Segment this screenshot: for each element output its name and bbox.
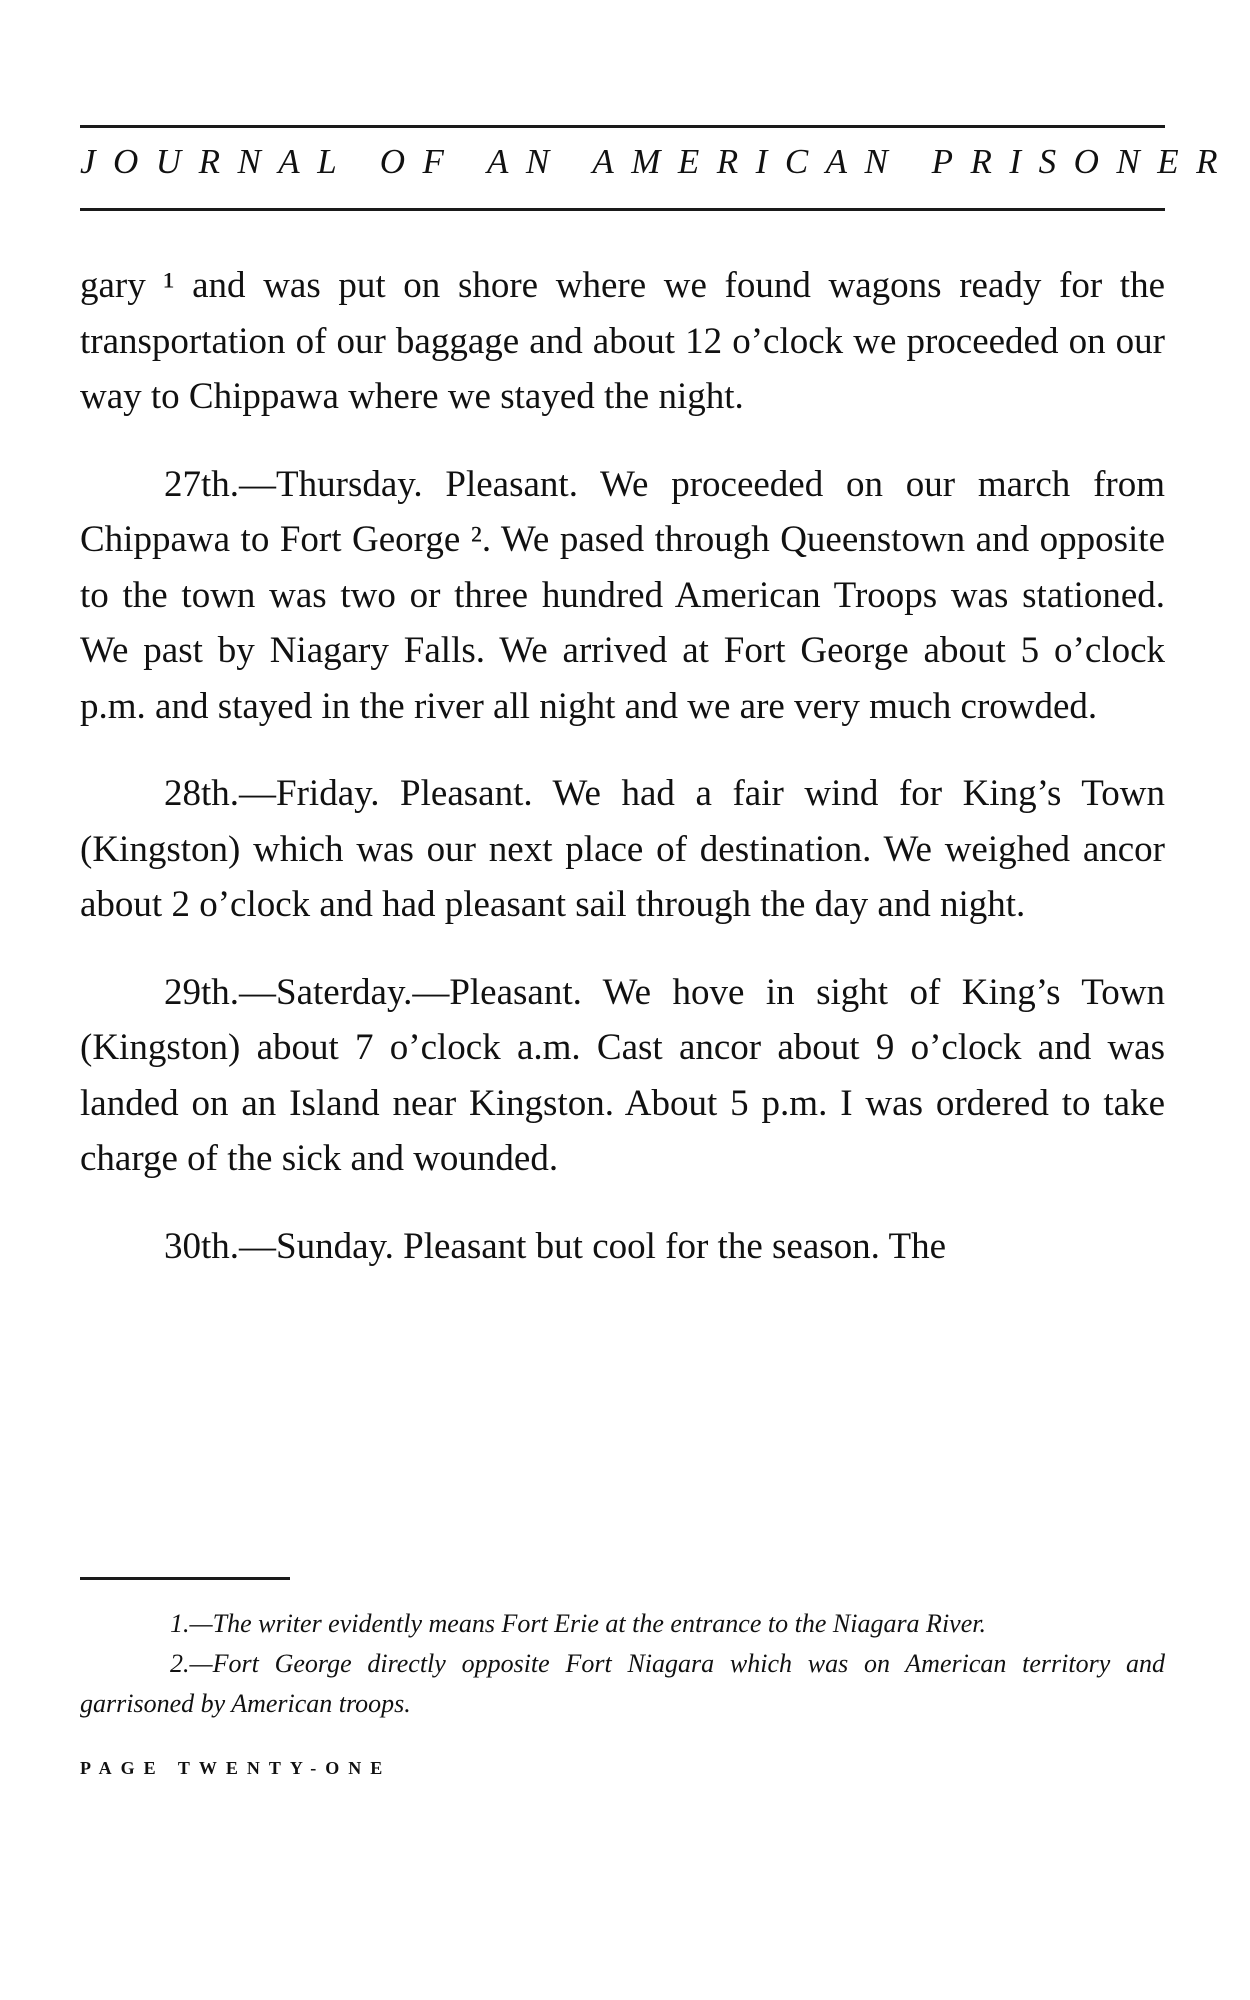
body-text: [80, 258, 1165, 1274]
footnote-2: 2.—Fort George directly opposite Fort Niagara which was on American territory and garrisoned by American troops.: [80, 1649, 1165, 1718]
page-number: PAGE TWENTY-ONE: [80, 1758, 392, 1778]
paragraph-30th: 30th.—Sunday. Pleasant but cool for the season. The: [164, 1225, 947, 1267]
paragraph-27th: 27th.—Thursday. Pleasant. We proceeded on our march from Chippawa to Fort George ². We pased through Queenstown and opposite to the town was two or three hundred American Troops was stationed. We past by Niagary Falls. We arrived at Fort George about 5 o’clock p.m. and stayed in the river all night and we are very much crowded.: [80, 463, 1165, 727]
paragraph-continuation: gary ¹ and was put on shore where we found wagons ready for the transportation of our baggage and about 12 o’clock we proceeded on our way to Chippawa where we stayed the night.: [80, 265, 1165, 417]
footnotes: [80, 1604, 1165, 1724]
book-page: [80, 0, 1235, 2000]
header-rule-top: [80, 125, 1165, 128]
running-head: JOURNAL OF AN AMERICAN PRISONER: [80, 142, 1235, 181]
footnote-1: 1.—The writer evidently means Fort Erie at the entrance to the Niagara River.: [170, 1609, 986, 1638]
footnote-rule: [80, 1577, 290, 1580]
paragraph-28th: 28th.—Friday. Pleasant. We had a fair wind for King’s Town (Kingston) which was our next place of destination. We weighed ancor about 2 o’clock and had pleasant sail through the day and night.: [80, 773, 1165, 925]
header-rule-bottom: [80, 208, 1165, 211]
paragraph-29th: 29th.—Saterday.—Pleasant. We hove in sight of King’s Town (Kingston) about 7 o’clock a.m. Cast ancor about 9 o’clock and was landed on an Island near Kingston. About 5 p.m. I was ordered to take charge of the sick and wounded.: [80, 971, 1165, 1179]
